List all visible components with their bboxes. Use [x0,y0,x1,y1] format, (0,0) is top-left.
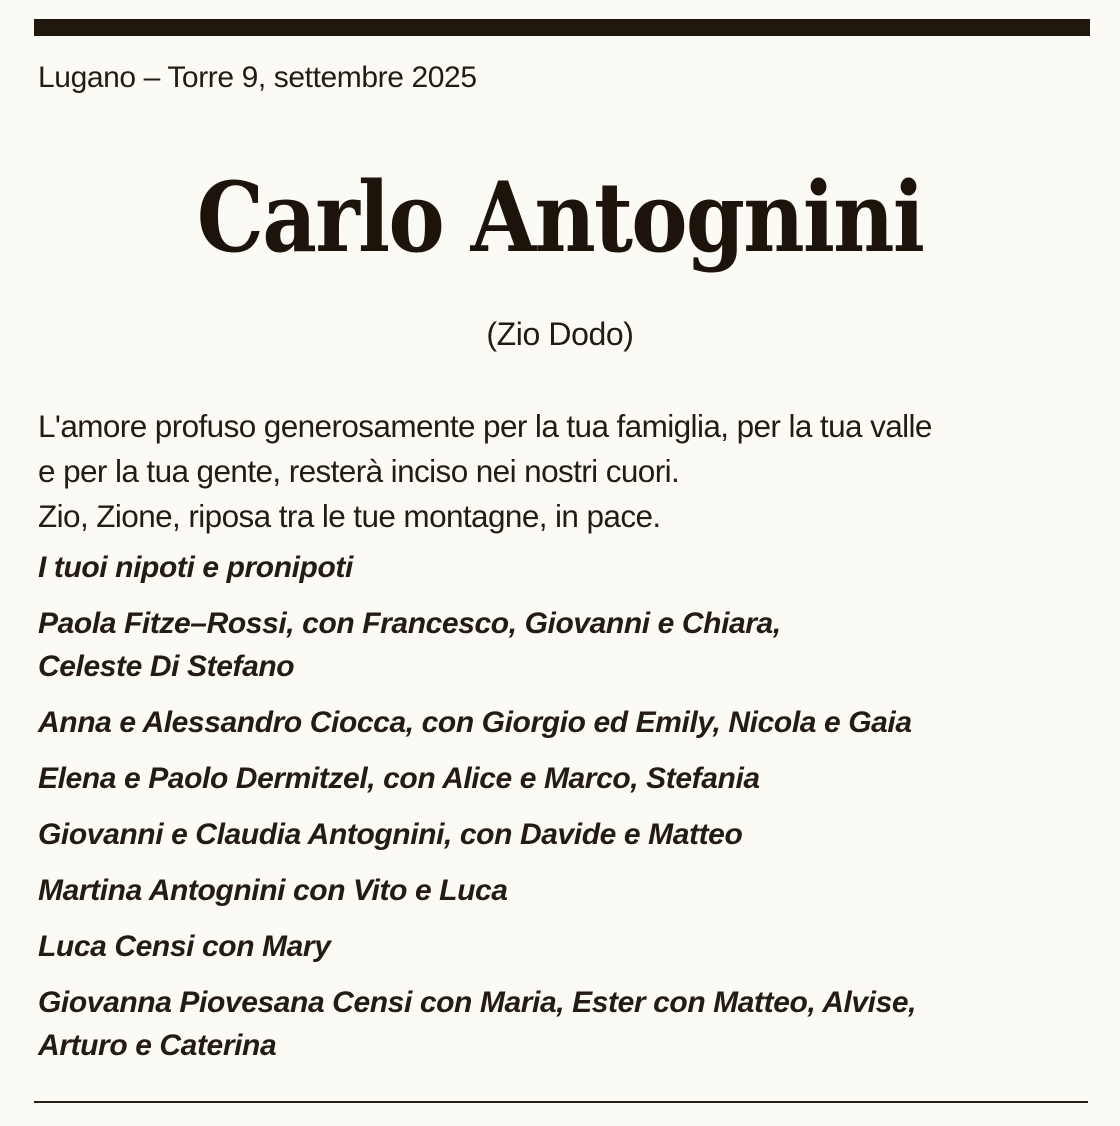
mourner-entry: Elena e Paolo Dermitzel, con Alice e Marco, Stefania [38,762,760,795]
obituary-message: L'amore profuso generosamente per la tua famiglia, per la tua valle e per la tua gente, resterà inciso nei nostri cuori. Zio, Zione, riposa tra le tue montagne, in pace. [38,408,932,534]
mourner-entry: Giovanna Piovesana Censi con Maria, Ester con Matteo, Alvise, Arturo e Caterina [38,986,917,1062]
mourner-entry: Anna e Alessandro Ciocca, con Giorgio ed Emily, Nicola e Gaia [38,706,912,739]
deceased-name-title: Carlo Antognini [196,161,924,274]
mourners-list [38,602,916,1067]
mourner-entry: Luca Censi con Mary [38,930,331,963]
mourner-entry: Giovanni e Claudia Antognini, con Davide e Matteo [38,818,743,851]
mourner-entry: Paola Fitze–Rossi, con Francesco, Giovanni e Chiara, Celeste Di Stefano [38,607,781,683]
deceased-nickname: (Zio Dodo) [486,316,634,352]
bottom-divider-rule [34,1101,1088,1103]
obituary-dateline: Lugano – Torre 9, settembre 2025 [38,61,477,94]
mourner-entry: Martina Antognini con Vito e Luca [38,874,508,907]
mourners-section [38,546,916,1080]
mourners-intro: I tuoi nipoti e pronipoti [38,551,353,584]
top-divider-bar [34,19,1090,36]
